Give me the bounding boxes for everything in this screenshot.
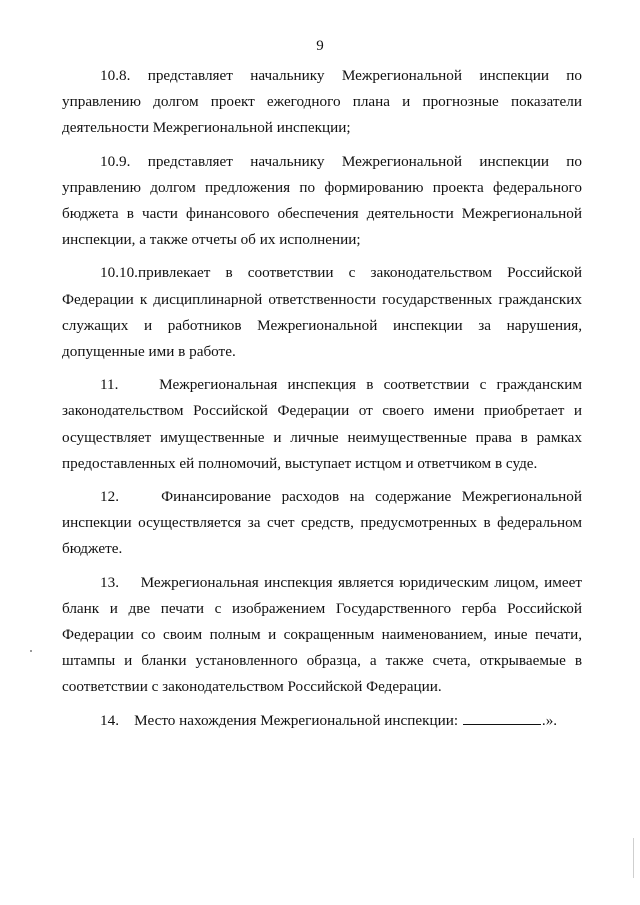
paragraph-text: привлекает в соответствии с законодательством Российской Федерации к дисциплинарной ответственности государственных гражданских служащих и работников Межрегиональной инспекции за нарушения, допущенные ими в работе.	[62, 264, 582, 361]
document-body	[62, 63, 582, 741]
paragraph-text: Финансирование расходов на содержание Межрегиональной инспекции осуществляется за счет средств, предусмотренных в федеральном бюджете.	[62, 488, 582, 558]
paragraph-10-8	[62, 63, 582, 142]
paragraph-10-9	[62, 149, 582, 254]
paragraph-10-10	[62, 260, 582, 365]
scan-speck	[30, 650, 32, 652]
paragraph-number: 12.	[100, 488, 119, 506]
paragraph-number: 10.8.	[100, 67, 131, 84]
paragraph-text: Место нахождения Межрегиональной инспекции:	[134, 711, 459, 729]
paragraph-11	[62, 372, 582, 477]
paragraph-number: 10.10.	[100, 264, 138, 282]
paragraph-text: Межрегиональная инспекция является юридическим лицом, имеет бланк и две печати с изображением Государственного герба Российской Федерации со своим полным и сокращенным наименованием, иные печати, штампы и бланки установленного образца, а также счета, открываемые в соответствии с законодательством Российской Федерации.	[62, 573, 582, 696]
paragraph-text: Межрегиональная инспекция в соответствии с гражданским законодательством Российской Федерации от своего имени приобретает и осуществляет имущественные и личные неимущественные права в рамках предоставленных ей полномочий, выступает истцом и ответчиком в суде.	[62, 376, 583, 472]
paragraph-14	[62, 708, 582, 734]
paragraph-number: 10.9.	[100, 152, 131, 170]
page-number: 9	[316, 38, 324, 54]
paragraph-number: 14.	[100, 711, 119, 729]
paragraph-text: представляет начальнику Межрегиональной инспекции по управлению долгом проект ежегодного плана и прогнозные показатели деятельности Межрегиональной инспекции;	[62, 67, 583, 137]
location-blank-line	[463, 710, 541, 725]
paragraph-number: 13.	[100, 573, 119, 591]
scan-edge-mark	[633, 838, 634, 878]
paragraph-text: представляет начальнику Межрегиональной инспекции по управлению долгом предложения по формированию проекта федерального бюджета в части финансового обеспечения деятельности Межрегиональной инспекции, а также отчеты об их исполнении;	[62, 152, 583, 249]
paragraph-13	[62, 570, 582, 701]
paragraph-suffix: .».	[541, 711, 558, 729]
paragraph-12	[62, 484, 582, 563]
paragraph-number: 11.	[100, 376, 119, 394]
